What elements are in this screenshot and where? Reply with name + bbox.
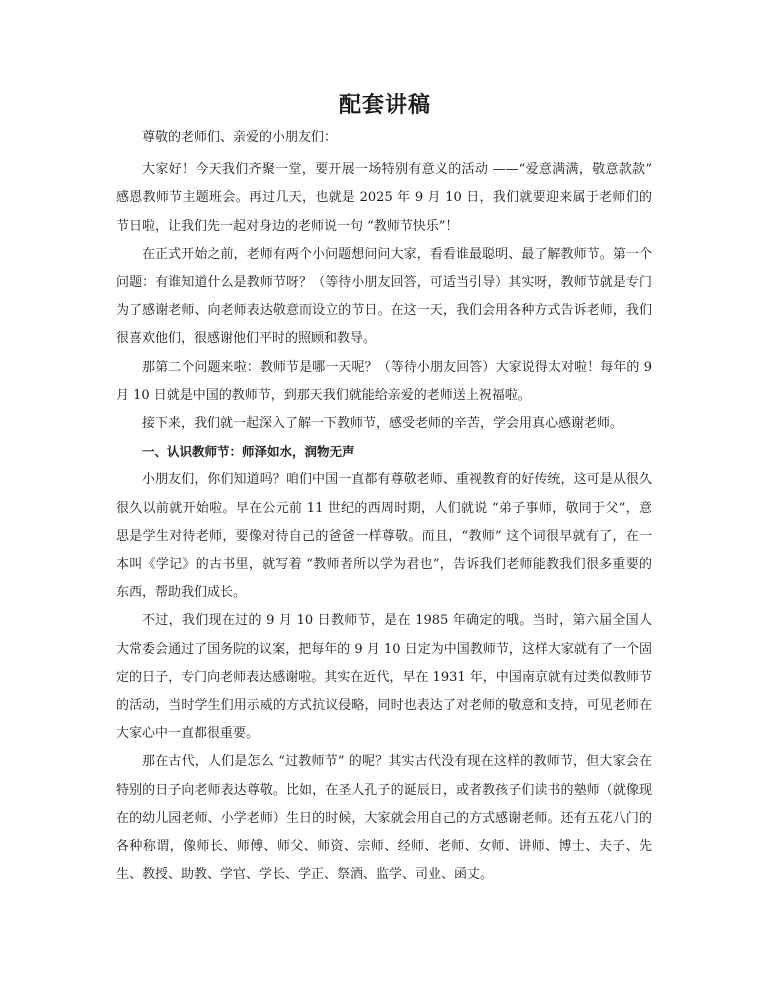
paragraph-ancient: 那在古代，人们是怎么 “过教师节” 的呢？其实古代没有现在这样的教师节，但大家会在特别的日子向老师表达尊敬。比如，在圣人孔子的诞辰日，或者教孩子们读书的塾师（就像现在的幼儿园老师、小学老师）生日的时候，大家就会用自己的方式感谢老师。还有五花八门的各种称谓，像师长、师傅、师父、师资、宗师、经师、老师、女师、讲师、博士、夫子、先生、教授、助教、学官、学长、学正、祭酒、监学、司业、函丈。 (116, 754, 652, 883)
greeting: 尊敬的老师们、亲爱的小朋友们： (142, 130, 338, 145)
paragraph-establishment: 不过，我们现在过的 9 月 10 日教师节，是在 1985 年确定的哦。当时，第六届全国人大常委会通过了国务院的议案，把每年的 9 月 10 日定为中国教师节，这样大家就有了一个固定的日子，专门向老师表达感谢啦。其实在近代，早在 1931 年，中国南京就有过类似教师节的活动，当时学生们用示威的方式抗议侵略，同时也表达了对老师的敬意和支持，可见老师在大家心中一直都很重要。 (116, 613, 652, 742)
paragraph-opening: 大家好！今天我们齐聚一堂，要开展一场特别有意义的活动 ——“爱意满满，敬意款款” 感恩教师节主题班会。再过几天，也就是 2025 年 9 月 10 日，我们就要迎来属于老师们的节日啦，让我们先一起对身边的老师说一句 “教师节快乐”！ (116, 162, 652, 234)
paragraph-history: 小朋友们，你们知道吗？咱们中国一直都有尊敬老师、重视教育的好传统，这可是从很久很久以前就开始啦。早在公元前 11 世纪的西周时期，人们就说 “弟子事师，敬同于父”，意思是学生对待老师，要像对待自己的爸爸一样尊敬。而且，“教师” 这个词很早就有了，在一本叫《学记》的古书里，就写着 “教师者所以学为君也”，告诉我们老师能教我们很多重要的东西，帮助我们成长。 (116, 472, 652, 601)
document-title: 配套讲稿 (338, 93, 431, 118)
section-heading: 一、认识教师节：师泽如水，润物无声 (142, 444, 355, 460)
document-body (116, 124, 652, 889)
paragraph-transition: 接下来，我们就一起深入了解一下教师节，感受老师的辛苦，学会用真心感谢老师。 (142, 416, 624, 432)
paragraph-question-one: 在正式开始之前，老师有两个小问题想问问大家，看看谁最聪明、最了解教师节。第一个问题：有谁知道什么是教师节呀？（等待小朋友回答，可适当引导）其实呀，教师节就是专门为了感谢老师、向老师表达敬意而设立的节日。在这一天，我们会用各种方式告诉老师，我们很喜欢他们，很感谢他们平时的照顾和教导。 (116, 246, 652, 347)
paragraph-question-two: 那第二个问题来啦：教师节是哪一天呢？（等待小朋友回答）大家说得太对啦！每年的 9 月 10 日就是中国的教师节，到那天我们就能给亲爱的老师送上祝福啦。 (116, 359, 652, 403)
